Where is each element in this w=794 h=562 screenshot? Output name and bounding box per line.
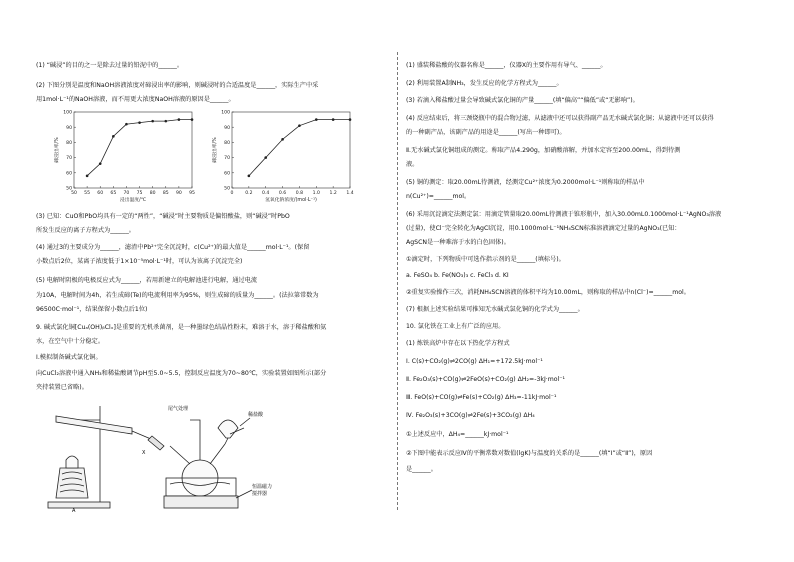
right-q4-line1: (4) 反应结束后，将三颈烧瓶中的混合物过滤，从滤液中还可以获得副产品无水碱式氯化铜；从滤液中还可以获得 [406, 115, 714, 122]
chart1-ytick-label: 50 [66, 186, 72, 192]
chart2-ytick-label: 80 [224, 141, 230, 146]
right-eq1: Ⅰ. C(s)+CO₂(g)⇌2CO(g) ΔH₁=+172.5kJ·mol⁻¹ [406, 358, 543, 365]
chart2-ytick-label: 100 [221, 110, 230, 116]
left-q3-line2: 所发生反应的离子方程式为______。 [36, 227, 135, 234]
chart2-data-point [349, 118, 352, 121]
chart2-xtick-label: 0.6 [278, 191, 287, 196]
left-q5-line1: (5) 电解时阴极的电极反应式为______，若用新建立的电解池进行电解，通过电流 [36, 277, 258, 284]
chart2-xtick-label: 1.0 [312, 191, 320, 196]
chart1-xtick-label: 95 [189, 191, 195, 196]
left-q3-line1: (3) 已知：CuO和PbO均具有一定的“两性”，“碱浸”时主要物质是偏铅酸盐，则“碱浸”时PbO [36, 213, 290, 220]
right-q10-part1: ①上述反应中，ΔH₄=______kJ·mol⁻¹ [406, 431, 509, 438]
right-q4-line2: 的一种副产品，该副产品的用途是______(写出一种即可)。 [406, 129, 566, 136]
chart1-data-point [191, 118, 194, 121]
chart2-xtick-label: 0.2 [245, 191, 253, 196]
apparatus-diagram [40, 398, 290, 513]
chart2-ytick-label: 50 [224, 186, 230, 192]
chart2-data-point [298, 124, 301, 127]
chart1-ylabel: 碲浸出率/% [55, 137, 60, 163]
stirrer-label-2: 搅拌器 [252, 491, 268, 497]
chart2-data-point [248, 175, 251, 178]
chart2-ytick-label: 90 [224, 125, 230, 131]
chart1-xlabel: 浸出温度/℃ [119, 198, 147, 203]
exhaust-label: 尾气处理 [168, 406, 189, 412]
chart2-data-point [281, 138, 284, 141]
chart1-data-point [151, 120, 154, 123]
chart1-ytick-label: 90 [66, 125, 72, 131]
chart1-data-point [164, 120, 167, 123]
left-q5-line3: 96500C·mol⁻¹，结果保留小数点后1位) [36, 306, 148, 313]
chart2-xtick-label: 1.2 [329, 191, 337, 196]
left-part1-line1: 向CuCl₂溶液中通入NH₃和稀盐酸调节pH至5.0~5.5，控制反应温度为70~80℃，实验装置如图所示(部分 [36, 370, 327, 377]
right-q6-sub1: ①滴定时，下列物质中可选作指示剂的是______(填标号)。 [406, 256, 565, 263]
right-q10-title: 10. 氯化铁在工业上有广泛的应用。 [406, 323, 505, 330]
chart1-xtick-label: 55 [84, 191, 91, 196]
chart2-xlabel: 氢氧化钠浓度/(mol·L⁻¹) [265, 198, 317, 203]
chart1-data-point [125, 123, 128, 126]
right-part2-line2: 液。 [406, 161, 419, 168]
left-q4-line2: 小数点后2位，某离子浓度低于1×10⁻⁵mol·L⁻¹时，可认为该离子沉淀完全) [36, 258, 243, 265]
chart2-xtick-label: 0 [230, 191, 234, 196]
chart2-xtick-label: 0.8 [295, 191, 304, 196]
x-label: X [142, 450, 146, 456]
left-q9-line1: 9. 碱式氯化铜[Cuₐ(OH)ᵦClₓ]是重要的无机杀菌剂，是一种墨绿色结晶性粉末，难溶于水，溶于稀盐酸和氨 [36, 324, 327, 331]
right-q5-line2: n(Cu²⁺)=______mol。 [406, 193, 471, 200]
left-part1-title: Ⅰ.模拟制备碱式氯化铜。 [36, 354, 102, 361]
right-eq2: Ⅱ. Fe₂O₃(s)+CO(g)⇌2FeO(s)+CO₂(g) ΔH₂=-3kJ·mol⁻¹ [406, 376, 566, 383]
column-divider [397, 52, 398, 510]
chart1-data-point [138, 121, 141, 124]
temperature-leaching-chart [52, 108, 202, 208]
right-eq3: Ⅲ. FeO(s)+CO(g)⇌Fe(s)+CO₂(g) ΔH₃=-11kJ·mol⁻¹ [406, 394, 557, 401]
naoh-concentration-leaching-chart [210, 108, 360, 208]
right-part2-line1: Ⅱ.无水碱式氯化铜组成的测定。称取产品4.290g，加硝酸溶解，并加水定容至200.00mL，得到待测 [406, 147, 681, 154]
chart1-xtick-label: 85 [162, 191, 169, 196]
chart2-data-point [332, 118, 335, 121]
right-q6-line3: AgSCN是一种难溶于水的白色固体)。 [406, 239, 510, 246]
chart1-ytick-label: 100 [63, 110, 72, 116]
chart1-data-point [112, 135, 115, 138]
chart1-ytick-label: 80 [66, 141, 72, 146]
right-q6-line2: (过量)，使Cl⁻完全转化为AgCl沉淀，用0.1000mol·L⁻¹NH₄SCN标准溶液滴定过量的AgNO₃(已知： [406, 225, 681, 232]
right-q6-sub2: ②重复实验操作三次，消耗NH₄SCN溶液的体积平均为10.00mL，则称取的样品中n(Cl⁻)=______mol。 [406, 289, 690, 296]
right-q2: (2) 利用装置A制NH₃，发生反应的化学方程式为______。 [406, 80, 563, 87]
right-q1: (1) 盛装稀盐酸的仪器名称是______，仪器X的主要作用有导气、______。 [406, 62, 607, 69]
chart2-data-point [264, 156, 267, 159]
right-q10-part2-line2: 是______。 [406, 466, 437, 473]
right-eq4: Ⅳ. Fe₂O₃(s)+3CO(g)⇌2Fe(s)+3CO₂(g) ΔH₄ [406, 412, 535, 419]
left-q2-line1: (2) 下图分别是温度和NaOH溶液浓度对碲浸出率的影响，则碱浸时的合适温度是______，实际生产中采 [36, 82, 319, 89]
right-q10-sub1: (1) 炼铁高炉中存在以下热化学方程式 [406, 340, 510, 347]
right-q5-line1: (5) 铜的测定：取20.00mL待测液，经测定Cu²⁺浓度为0.2000mol·L⁻¹则称取的样品中 [406, 179, 645, 186]
chart2-ytick-label: 70 [224, 156, 230, 162]
chart2-data-point [315, 118, 318, 121]
chart1-data-point [99, 162, 102, 165]
chart2-ytick-label: 60 [224, 171, 230, 177]
a-label: A [72, 508, 76, 513]
right-q6-line1: (6) 采用沉淀滴定法测定氯：用滴定管量取20.00mL待测液于锥形瓶中，加入30.00mL0.1000mol·L⁻¹AgNO₃溶液 [406, 211, 722, 218]
right-q10-part2-line1: ②下图中能表示反应Ⅳ的平衡常数对数值(lgK)与温度的关系的是______(填“Ⅰ”或“Ⅱ”)，原因 [406, 450, 653, 457]
left-q1: (1) “碱浸”的目的之一是除去过量的铅泥中的______。 [36, 62, 184, 69]
left-q9-line2: 水，在空气中十分稳定。 [36, 338, 105, 345]
left-q5-line2: 为10A，电解时间为4h，若生成碲(Te)的电流利用率为95%，则生成碲的质量为______。(法拉第常数为 [36, 292, 319, 299]
chart1-xtick-label: 70 [123, 191, 130, 196]
right-q7: (7) 根据上述实验结果可推知无水碱式氯化铜的化学式为______。 [406, 306, 584, 313]
chart1-xtick-label: 65 [110, 191, 117, 196]
chart1-ytick-label: 70 [66, 156, 72, 162]
chart1-ytick-label: 60 [66, 171, 72, 177]
chart1-xtick-label: 75 [136, 191, 143, 196]
chart1-xtick-label: 50 [71, 191, 77, 196]
chart2-xtick-label: 0.4 [262, 191, 270, 196]
chart2-series-line [249, 120, 350, 176]
acid-label: 稀盐酸 [248, 412, 264, 418]
chart1-data-point [86, 175, 89, 178]
left-part1-line2: 夹持装置已省略)。 [36, 384, 88, 391]
chart1-xtick-label: 60 [97, 191, 104, 196]
chart1-xtick-label: 80 [149, 191, 156, 196]
right-q6-options: a. FeSO₄ b. Fe(NO₃)₃ c. FeCl₃ d. KI [406, 272, 509, 279]
chart1-data-point [178, 118, 181, 121]
left-q4-line1: (4) 通过3的主要成分为______，滤渣中Pb²⁺完全沉淀时，c(Cu²⁺)的最大值是______mol·L⁻¹。(保留 [36, 244, 310, 251]
chart2-ylabel: 碲浸出率/% [213, 137, 218, 163]
chart2-xtick-label: 1.4 [346, 191, 354, 196]
right-q3: (3) 若滴入稀盐酸过量会导致碱式氯化铜的产量______(填“偏高”“偏低”或“无影响”)。 [406, 97, 639, 104]
stirrer-label-1: 恒温磁力 [252, 484, 273, 490]
chart1-series-line [87, 120, 192, 176]
chart1-xtick-label: 90 [175, 191, 182, 196]
left-q2-line2: 用1mol·L⁻¹的NaOH溶液，而不用更大浓度NaOH溶液的原因是______。 [36, 96, 235, 103]
